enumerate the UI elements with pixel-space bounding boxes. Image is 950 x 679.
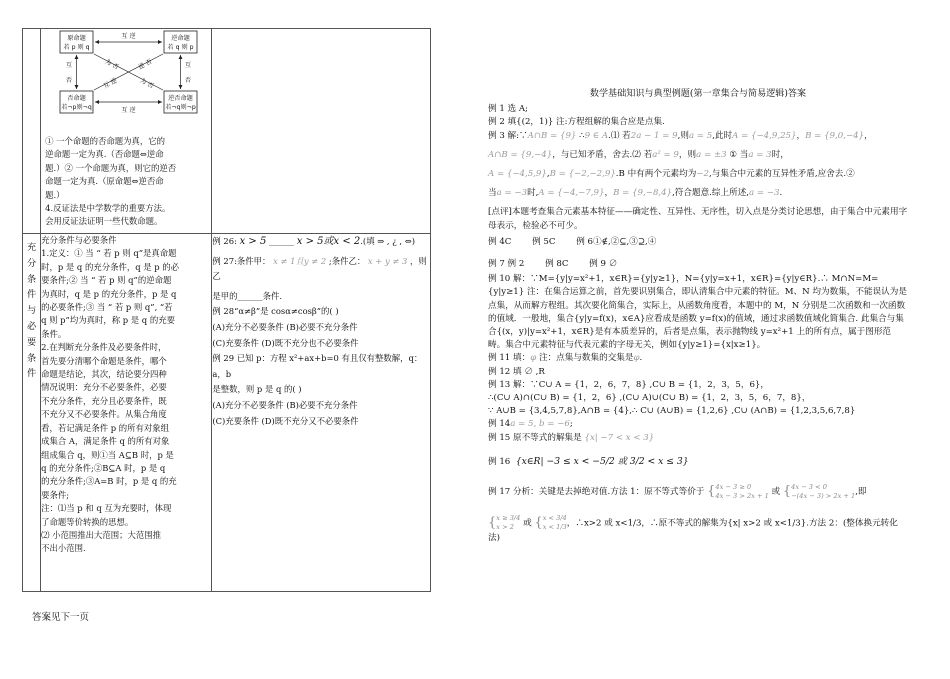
answers-section (488, 88, 908, 545)
answer-1: 例 1 选 A; (488, 104, 528, 115)
definition-line: ⑵ 小范围推出大范围；大范围推 (41, 529, 162, 540)
answer-17-line1: 例 17 分析：关键是去掉绝对值.方法 1：原不等式等价于 { 4x − 3 ≥ 0 4x − 3 > 2x + 1 或 { 4x − 3 < 0 −(4x − 3) > 2x + 1 ,即 (488, 483, 867, 500)
answer-12: 例 12 填 ∅ ,R (488, 366, 545, 377)
original-proposition-form: 若 p 则 q (63, 44, 90, 51)
ex27-condition-jia: x ≠ 1且y ≠ 2 (273, 255, 327, 266)
prop-text-line: 题.）② 一个命题为真，则它的逆否 (45, 162, 177, 173)
definition-line: 首先要分清哪个命题是条件，哪个 (41, 355, 167, 366)
definition-line: 成集合 A，满足条件 q 的所有对象 (41, 436, 170, 447)
brace-icon: { (707, 483, 716, 499)
prop-text-line: 4.反证法是中学数学的重要方法。 (45, 203, 171, 214)
ex26-condition-b: x > 5或x < 2 (296, 236, 361, 247)
brace-icon: { (488, 515, 497, 531)
answer-11: 例 11 填：φ 注：点集与数集的交集是φ. (488, 353, 643, 364)
right-edge-label-top: 互 (185, 62, 192, 69)
category-char: 与 (26, 305, 37, 317)
category-char: 条 (26, 352, 37, 364)
answer-3-line4: 当a = −3时,A = {−4,−7,9}，B = {9,−8,4},符合题意.综上所述,a = −3. (488, 188, 783, 199)
contrapositive-form: 若¬q则¬p (165, 104, 196, 111)
ex26-condition-a: x > 5 (239, 236, 267, 247)
category-char: 件 (26, 289, 37, 301)
example-28-line: 例 28“α≠β”是 cosα≠cosβ”的( ) (212, 306, 339, 317)
diagonal-label-a: 为 否 (103, 58, 120, 72)
left-edge-label-bottom: 否 (66, 77, 73, 84)
diagonal-label-c: 互 逆 (102, 77, 119, 91)
empty-category-cell (23, 29, 41, 234)
answer-2: 例 2 填{(2，1)} 注:方程组解的集合应是点集. (488, 117, 665, 128)
empty-example-cell (212, 29, 431, 234)
category-char: 要 (26, 336, 37, 348)
answer-13-line1: 例 13 解：∵C∪ A = {1，2，6，7，8} ,C∪ B = {1，2，3，5，6}， (488, 379, 769, 390)
category-char: 分 (26, 257, 37, 269)
category-char: 条 (26, 273, 37, 285)
converse-proposition-title: 逆命题 (171, 35, 190, 42)
definition-line: 充分条件与必要条件 (41, 235, 117, 245)
converse-proposition-form: 若 q 则 p (167, 44, 194, 51)
category-char: 必 (26, 320, 37, 332)
example-29-line: (C)充要条件 (D)既不充分又不必要条件 (212, 415, 359, 426)
definition-line: 命题是结论，其次，结论要分四种 (41, 369, 167, 380)
brace-icon: { (782, 483, 792, 499)
definition-line: 的必要条件;③ 当 “ 若 p 则 q”, “若 (41, 302, 173, 313)
four-propositions-diagram (59, 29, 199, 117)
definition-line: 注：⑴当 p 和 q 互为充要时，体现 (41, 503, 172, 514)
brace-icon: { (534, 515, 543, 531)
definition-line: q 的充分条件;②B⊆A 时，p 是 q (41, 462, 166, 473)
definition-line: 的充分条件;③A=B 时，p 是 q 的充 (41, 476, 177, 487)
definition-line: 条件。 (41, 328, 67, 339)
diagonal-label-d: 为 否 (138, 77, 155, 91)
definition-line: 为真时，q 是 p 的充分条件，p 是 q (41, 288, 177, 299)
table-row (23, 234, 431, 592)
knowledge-table (22, 28, 431, 592)
answer-16: 例 16 {x∈R| −3 ≤ x < −5/2 或 3/2 < x ≤ 3} (488, 455, 689, 467)
answers-4-6: 例 4C 例 5C 例 6①∉,②⊆,③⊇,④ (488, 236, 657, 247)
answer-13-line2: ∴(C∪ A)∩(C∪ B) = {1，2，6} ,(C∪ A)∪(C∪ B) = {1，2，3，5，6，7，8}， (488, 393, 811, 404)
example-28-line: (C)充要条件 (D)既不充分也不必要条件 (212, 337, 359, 348)
ex26-blank: ______ (268, 236, 295, 246)
definition-line: 不充分又不必要条件。从集合角度 (41, 409, 167, 420)
inverse-proposition-title: 否命题 (67, 95, 86, 102)
prop-text-line: ① 一个命题的否命题为真，它的 (45, 136, 166, 146)
proposition-cell (41, 29, 212, 234)
answers-next-page-note: 答案见下一页 (32, 612, 90, 623)
answer-17-line2: { x ≥ 3/4 x > 2 或 { x < 3/4 x < 1/3 ，∴x>2 或 x<1/3，∴原不等式的解集为{x| x>2 或 x<1/3}.方法 2：(整体换元转化法) (488, 514, 898, 544)
table-row (23, 29, 431, 234)
condition-examples-cell (212, 234, 431, 592)
definition-line: 看，若记满足条件 p 的所有对象组 (41, 422, 170, 433)
prop-text-line: 逆命题一定为真.（否命题⇔逆命 (45, 149, 164, 160)
answer-10: 例 10 解：∵M={y|y=x²+1，x∈R}={y|y≥1}，N={y|y=x+1，x∈R}={y|y∈R}.∴ M∩N=M={y|y≥1} 注：在集合运算之前，首先要识别集合，即认清集合中元素的特征。M、N 均为数集，不能误认为是点集，从而解方程组。其次要化简集合，实际上，从函数角度看，本题中的 M，N 分别是二次函数和一次函数的值域．一般地，集合{y|y=f(x)，x∈A}应看成是函数 y=f(x)的值域，通过求函数值域化简集合. 此集合与集合{(x，y)|y=x²+1，x∈R}是有本质差异的，后者是点集，表示抛物线 y=x²+1 上的所有点，属于图形范畴。集合中元素特征与代表元素的字母无关，例如{y|y≥1}={x|x≥1}。 (488, 274, 907, 351)
right-edge-label-bottom: 否 (185, 77, 192, 84)
prop-text-line: 命题一定为真.（原命题⇔逆否命 (45, 176, 164, 187)
definition-line: q 则 p”均为真时，称 p 是 q 的充要 (41, 315, 175, 326)
definition-line: 2.在判断充分条件及必要条件时， (41, 342, 167, 353)
example-29-line: (A)充分不必要条件 (B)必要不充分条件 (212, 399, 358, 410)
answer-3-line1: 例 3 解:∵A∩B = {9} ∴9 ∈ A.⑴ 若2a − 1 = 9,则a = 5,此时A = {−4,9,25}，B = {9,0,−4}， (488, 130, 873, 141)
answer-14: 例 14a = 5, b = −6; (488, 419, 573, 430)
top-edge-label: 互 逆 (121, 33, 136, 40)
definition-line: 情况说明：充分不必要条件，必要 (41, 382, 167, 393)
answer-3-line2: A∩B = {9,−4}，与已知矛盾，舍去.⑵ 若a² = 9，则a = ±3 ① 当a = 3时， (488, 149, 789, 160)
answers-title: 数学基础知识与典型例题(第一章集合与简易逻辑)答案 (589, 89, 807, 99)
definition-line: 组成集合 q，则①当 A⊆B 时，p 是 (41, 449, 174, 460)
diagonal-label-b: 逆 否 (137, 58, 154, 72)
answer-15: 例 15 原不等式的解集是 {x| −7 < x < 3} (488, 432, 655, 443)
definition-line: 时，p 是 q 的充分条件，q 是 p 的必 (41, 261, 180, 272)
example-26: 例 26: x > 5 ______ x > 5或x < 2.(填 ⇒ , ¿ , ⇔) (212, 236, 415, 247)
definition-line: 1.定义：① 当 “ 若 p 则 q”是真命题 (41, 248, 177, 259)
prop-text-line: 题.） (45, 189, 65, 200)
condition-definition-cell (41, 234, 212, 592)
example-29-line: 例 29 已知 p：方程 x²+ax+b=0 有且仅有整数解，q：a，b (212, 353, 423, 379)
category-char: 件 (26, 368, 37, 380)
left-edge-label-top: 互 (66, 62, 73, 69)
answer-3-comment: [点评]本题考查集合元素基本特征——确定性、互异性、无序性，切入点是分类讨论思想，由于集合中元素用字母表示，检验必不可少。 (488, 207, 908, 231)
definition-line: 了命题等价转换的思想。 (41, 516, 134, 527)
category-label-cell (23, 234, 41, 592)
definition-line: 要条件; (41, 489, 70, 500)
bottom-edge-label: 互 逆 (121, 107, 136, 114)
answer-3-line3: A = {−4,5,9},B = {−2,−2,9}.B 中有两个元素均为−2,与集合中元素的互异性矛盾,应舍去.② (488, 169, 855, 180)
answers-7-9: 例 7 例 2 例 8C 例 9 ∅ (488, 259, 618, 270)
example-27-tail: 是甲的______条件. (212, 290, 283, 301)
definition-line: 不出小范围. (41, 543, 86, 554)
ex27-condition-yi: x + y ≠ 3 (367, 255, 408, 266)
example-28-line: (A)充分不必要条件 (B)必要不充分条件 (212, 321, 358, 332)
original-proposition-title: 原命题 (67, 35, 86, 42)
category-char: 充 (26, 242, 37, 253)
example-27: 例 27:条件甲： x ≠ 1且y ≠ 2 ;条件乙： x + y ≠ 3 ，则乙 (212, 255, 427, 282)
example-29-line: 是整数，则 p 是 q 的( ) (212, 384, 302, 395)
prop-text-line: 会用反证法证明一些代数命题。 (45, 216, 163, 227)
definition-line: 要条件;② 当 “ 若 p 则 q”的逆命题 (41, 275, 172, 286)
answer-13-line3: ∵ A∪B = {3,4,5,7,8},A∩B = {4},∴ C∪ (A∪B) = {1,2,6} ,C∪ (A∩B) = {1,2,3,5,6,7,8} (488, 406, 856, 417)
contrapositive-title: 逆否命题 (168, 95, 193, 102)
definition-line: 不充分条件，充分且必要条件，既 (41, 395, 167, 406)
inverse-proposition-form: 若¬p则¬q (61, 104, 92, 111)
